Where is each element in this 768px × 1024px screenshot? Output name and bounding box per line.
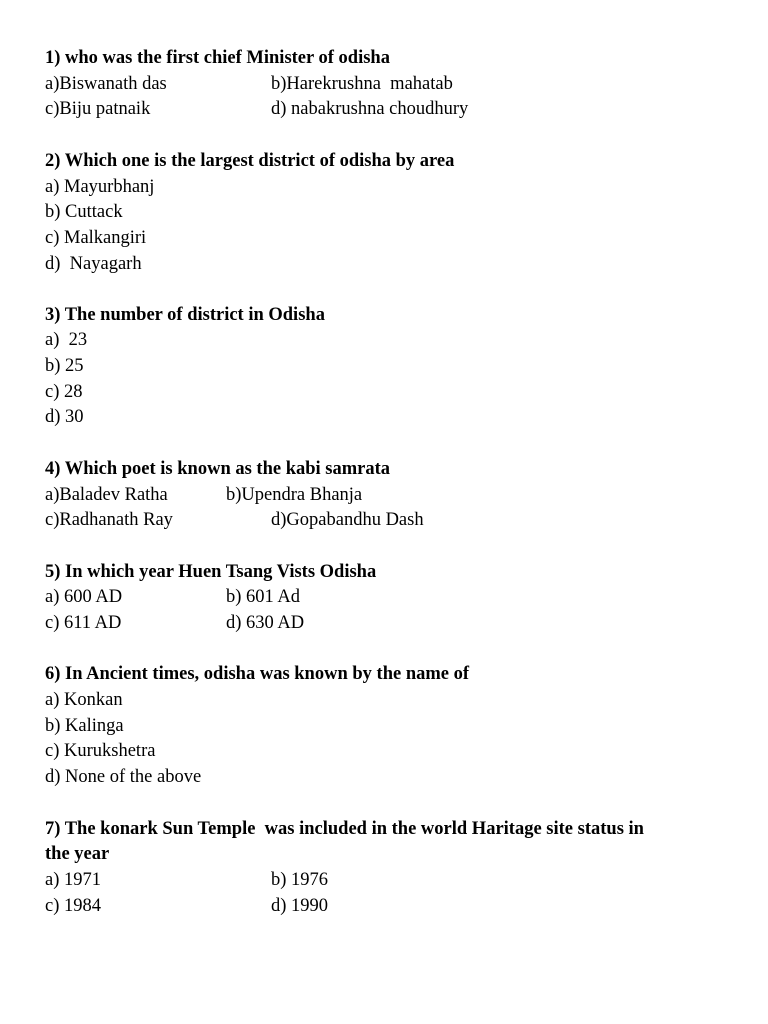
question-2-option-a: a) Mayurbhanj — [45, 177, 155, 197]
question-1-option-b: b)Harekrushna mahatab — [271, 74, 453, 94]
question-5-option-b: b) 601 Ad — [226, 587, 300, 607]
question-1-option-a: a)Biswanath das — [45, 74, 167, 94]
question-7-text-line-2: the year — [45, 844, 110, 864]
question-1-option-d: d) nabakrushna choudhury — [271, 99, 469, 119]
question-7-option-d: d) 1990 — [271, 896, 329, 916]
question-6-option-d: d) None of the above — [45, 767, 202, 787]
question-4-option-a: a)Baladev Ratha — [45, 485, 168, 505]
question-3-text: 3) The number of district in Odisha — [45, 305, 325, 325]
question-6-option-a: a) Konkan — [45, 690, 123, 710]
question-6-text: 6) In Ancient times, odisha was known by the name of — [45, 664, 470, 684]
question-2-option-d: d) Nayagarh — [45, 254, 142, 274]
question-5-option-d: d) 630 AD — [226, 613, 305, 633]
question-4-option-c: c)Radhanath Ray — [45, 510, 173, 530]
question-6-option-c: c) Kurukshetra — [45, 741, 156, 761]
question-3-option-c: c) 28 — [45, 382, 83, 402]
question-2-option-c: c) Malkangiri — [45, 228, 147, 248]
question-7-option-c: c) 1984 — [45, 896, 101, 916]
question-3-option-b: b) 25 — [45, 356, 84, 376]
question-5-text: 5) In which year Huen Tsang Vists Odisha — [45, 562, 377, 582]
question-5-option-c: c) 611 AD — [45, 613, 122, 633]
question-4-option-b: b)Upendra Bhanja — [226, 485, 363, 505]
question-7-option-a: a) 1971 — [45, 870, 101, 890]
question-1-text: 1) who was the first chief Minister of odisha — [45, 48, 390, 68]
question-7-text-line-1: 7) The konark Sun Temple was included in the world Haritage site status in — [45, 819, 644, 839]
question-2-text: 2) Which one is the largest district of odisha by area — [45, 151, 455, 171]
question-6-option-b: b) Kalinga — [45, 716, 124, 736]
question-1-option-c: c)Biju patnaik — [45, 99, 151, 119]
question-7-option-b: b) 1976 — [271, 870, 329, 890]
question-3-option-d: d) 30 — [45, 407, 84, 427]
question-2-option-b: b) Cuttack — [45, 202, 123, 222]
question-5-option-a: a) 600 AD — [45, 587, 123, 607]
question-3-option-a: a) 23 — [45, 330, 88, 350]
question-4-option-d: d)Gopabandhu Dash — [271, 510, 424, 530]
question-4-text: 4) Which poet is known as the kabi samrata — [45, 459, 391, 479]
